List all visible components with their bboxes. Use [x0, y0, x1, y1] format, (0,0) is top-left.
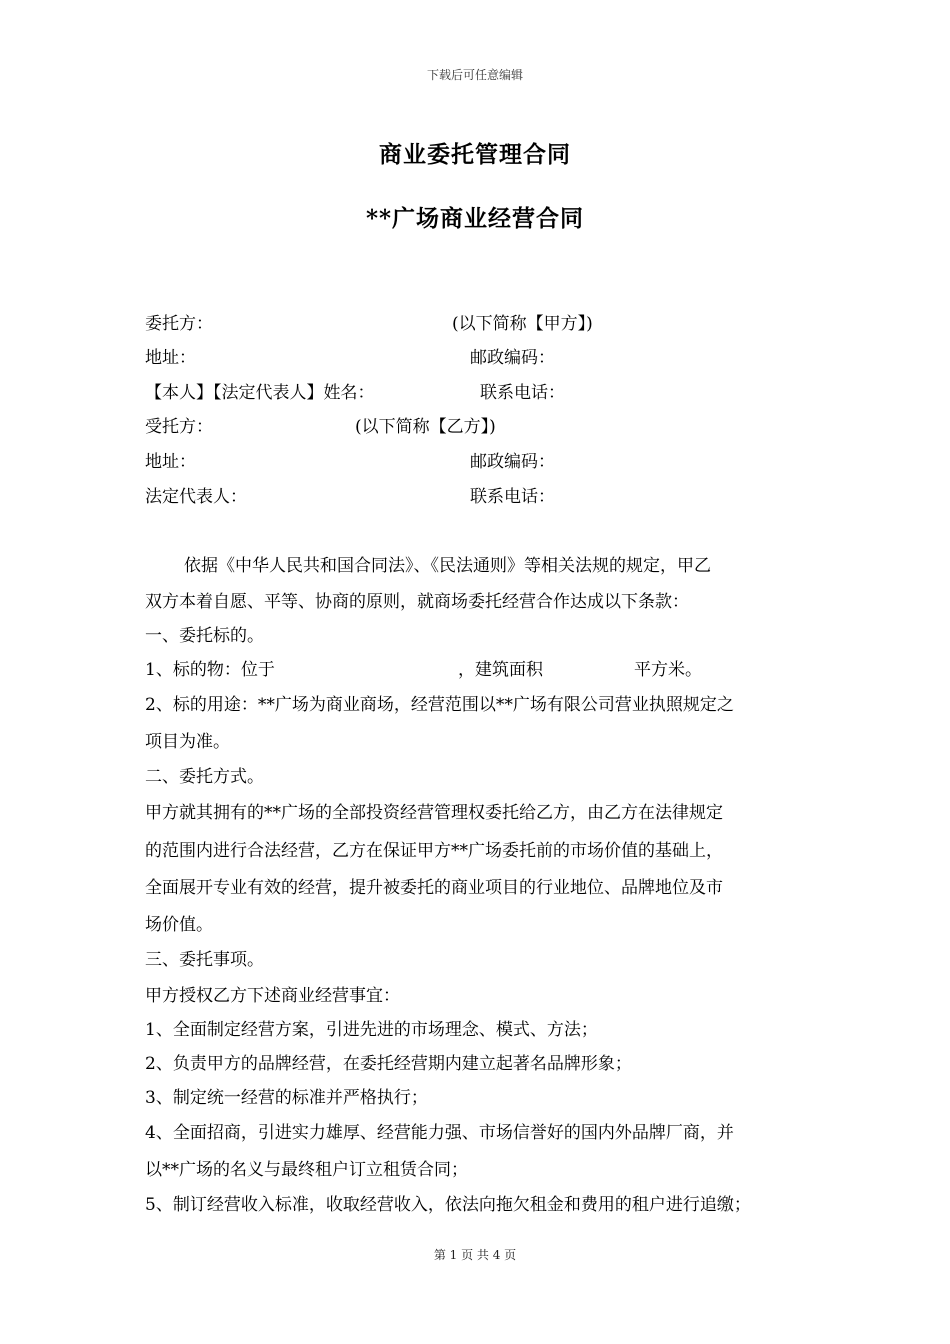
s3-item-1: 1、全面制定经营方案，引进先进的市场理念、模式、方法； — [145, 1020, 598, 1040]
s1-item1-part-b: ，建筑面积 — [458, 660, 543, 680]
s2-paragraph-line-1: 甲方就其拥有的**广场的全部投资经营管理权委托给乙方，由乙方在法律规定 — [145, 803, 723, 823]
trustee-label: 受托方： — [145, 417, 213, 437]
s2-paragraph-line-4: 场价值。 — [145, 915, 213, 935]
section-1-heading: 一、委托标的。 — [145, 626, 264, 646]
s3-lead: 甲方授权乙方下述商业经营事宜： — [145, 986, 400, 1006]
header-note: 下载后可任意编辑 — [426, 68, 523, 82]
trustee-phone-label: 联系电话： — [470, 487, 555, 507]
s1-item2-line-2: 项目为准。 — [145, 732, 230, 752]
s1-item1-part-c: 平方米。 — [634, 660, 702, 680]
client-alias: (以下简称【甲方】) — [452, 314, 593, 334]
s2-paragraph-line-2: 的范围内进行合法经营，乙方在保证甲方**广场委托前的市场价值的基础上， — [145, 841, 723, 861]
s3-item-3: 3、制定统一经营的标准并严格执行； — [145, 1088, 428, 1108]
section-3-heading: 三、委托事项。 — [145, 950, 264, 970]
client-postcode-label: 邮政编码： — [470, 348, 555, 368]
section-2-heading: 二、委托方式。 — [145, 767, 264, 787]
client-phone-label: 联系电话： — [480, 383, 565, 403]
s3-item-4-line-2: 以**广场的名义与最终租户订立租赁合同； — [145, 1160, 468, 1180]
document-subtitle: **广场商业经营合同 — [365, 205, 585, 232]
trustee-rep-label: 法定代表人： — [145, 487, 247, 507]
s3-item-2: 2、负责甲方的品牌经营，在委托经营期内建立起著名品牌形象； — [145, 1054, 632, 1074]
s3-item-5: 5、制订经营收入标准，收取经营收入，依法向拖欠租金和费用的租户进行追缴； — [145, 1195, 751, 1215]
document-title: 商业委托管理合同 — [379, 141, 571, 168]
page-footer: 第 1 页 共 4 页 — [433, 1248, 517, 1262]
s1-item1-part-a: 1、标的物：位于 — [145, 660, 275, 680]
client-label: 委托方： — [145, 314, 213, 334]
intro-line-2: 双方本着自愿、平等、协商的原则，就商场委托经营合作达成以下条款： — [145, 592, 689, 612]
client-rep-label: 【本人】【法定代表人】姓名： — [145, 383, 375, 403]
s3-item-4-line-1: 4、全面招商，引进实力雄厚、经营能力强、市场信誉好的国内外品牌厂商，并 — [145, 1123, 734, 1143]
trustee-alias: (以下简称【乙方】) — [355, 417, 496, 437]
s2-paragraph-line-3: 全面展开专业有效的经营，提升被委托的商业项目的行业地位、品牌地位及市 — [145, 878, 723, 898]
s1-item2-line-1: 2、标的用途：**广场为商业商场，经营范围以**广场有限公司营业执照规定之 — [145, 695, 734, 715]
trustee-postcode-label: 邮政编码： — [470, 452, 555, 472]
client-address-label: 地址： — [145, 348, 196, 368]
trustee-address-label: 地址： — [145, 452, 196, 472]
intro-line-1: 依据《中华人民共和国合同法》、《民法通则》等相关法规的规定，甲乙 — [184, 556, 711, 576]
